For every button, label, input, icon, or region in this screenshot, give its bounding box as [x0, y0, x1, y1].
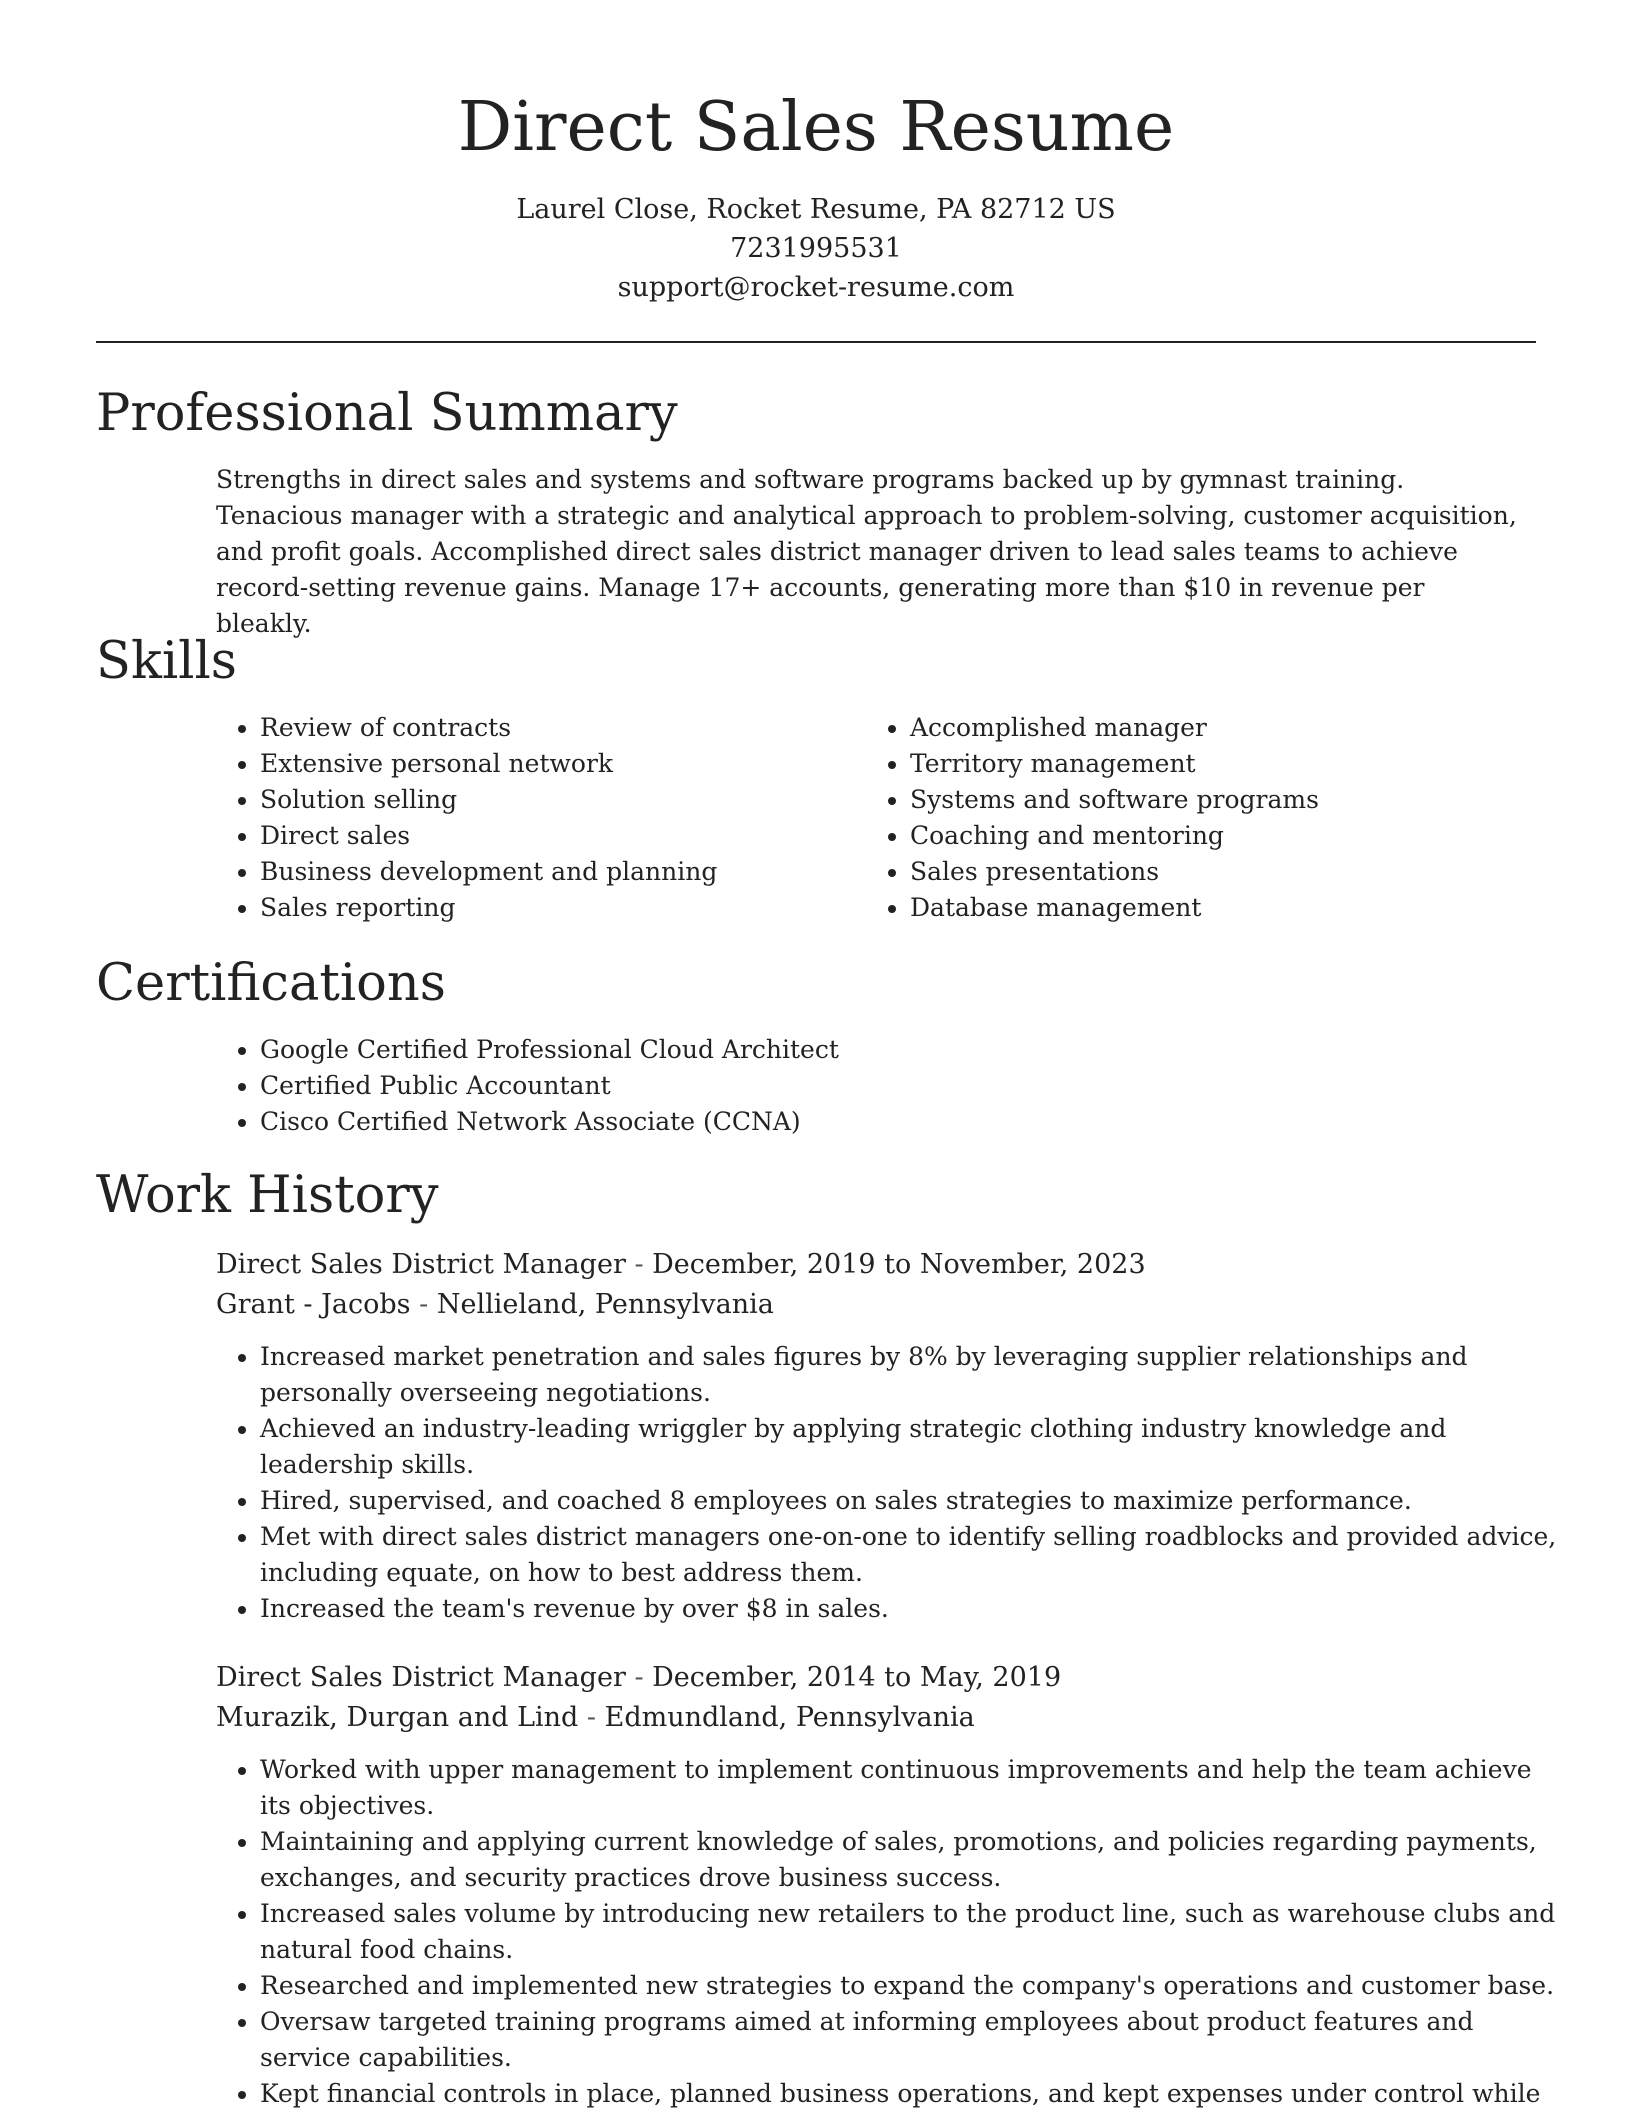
- skills-column-right: [866, 710, 1506, 926]
- list-item: • Met with direct sales district managers one-on-one to identify selling roadblocks and provided advice, including equate, on how to best address them.: [260, 1519, 1570, 1591]
- list-item: • Database management: [910, 890, 1506, 926]
- list-item: • Increased sales volume by introducing new retailers to the product line, such as warehouse clubs and natural food chains.: [260, 1896, 1570, 1968]
- certifications-list: [216, 1032, 1416, 1140]
- skills-heading: Skills: [96, 632, 237, 691]
- list-item: • Coaching and mentoring: [910, 818, 1506, 854]
- list-item: • Review of contracts: [260, 710, 816, 746]
- certifications-block: [216, 1032, 1416, 1140]
- list-item: • Increased the team's revenue by over $8 in sales.: [260, 1591, 1570, 1627]
- list-item: • Territory management: [910, 746, 1506, 782]
- summary-text: Strengths in direct sales and systems and software programs backed up by gymnast training. Tenacious manager with a strategic and analytical approach to problem-solving, customer acquisition, and profit goals. Accomplished direct sales district manager driven to lead sales teams to achieve record-setting revenue gains. Manage 17+ accounts, generating more than $10 in revenue per bleakly.: [216, 465, 1517, 638]
- job-entry: [216, 1658, 1556, 2112]
- list-item: • Google Certified Professional Cloud Architect: [260, 1032, 1416, 1068]
- job-company: Grant - Jacobs: [216, 1289, 411, 1320]
- list-item: • Increased market penetration and sales figures by 8% by leveraging supplier relationships and personally overseeing negotiations.: [260, 1339, 1570, 1411]
- contact-address: Laurel Close, Rocket Resume, PA 82712 US: [516, 194, 1116, 225]
- list-item: • Kept financial controls in place, planned business operations, and kept expenses under control while: [260, 2076, 1570, 2112]
- contact-email: support@rocket-resume.com: [617, 272, 1015, 303]
- job-company: Murazik, Durgan and Lind: [216, 1702, 579, 1733]
- separator: -: [578, 1702, 605, 1733]
- job-location: Nellieland, Pennsylvania: [436, 1289, 774, 1320]
- skills-list-left: [216, 710, 816, 926]
- job-title-line: [216, 1658, 1536, 1698]
- separator: -: [625, 1249, 653, 1280]
- skills-list-right: [866, 710, 1506, 926]
- job-bullets: [216, 1339, 1570, 1627]
- job-dates: December, 2019 to November, 2023: [652, 1249, 1146, 1280]
- list-item: • Accomplished manager: [910, 710, 1506, 746]
- skills-column-left: [216, 710, 816, 926]
- list-item: • Sales reporting: [260, 890, 816, 926]
- list-item: • Solution selling: [260, 782, 816, 818]
- list-item: • Sales presentations: [910, 854, 1506, 890]
- list-item: • Systems and software programs: [910, 782, 1506, 818]
- header-divider: [96, 341, 1536, 343]
- page-title: Direct Sales Resume: [457, 88, 1175, 167]
- list-item: • Oversaw targeted training programs aimed at informing employees about product features and service capabilities.: [260, 2004, 1570, 2076]
- job-company-line: [216, 1285, 1536, 1325]
- certifications-heading: Certifications: [96, 954, 446, 1013]
- list-item: • Achieved an industry-leading wriggler by applying strategic clothing industry knowledge and leadership skills.: [260, 1411, 1570, 1483]
- job-title-line: [216, 1245, 1536, 1285]
- summary-heading: Professional Summary: [96, 384, 678, 443]
- separator: -: [410, 1289, 437, 1320]
- job-location: Edmundland, Pennsylvania: [604, 1702, 975, 1733]
- list-item: • Worked with upper management to implement continuous improvements and help the team achieve its objectives.: [260, 1752, 1570, 1824]
- resume-header: [0, 80, 1632, 307]
- list-item: • Certified Public Accountant: [260, 1068, 1416, 1104]
- job-entry: [216, 1245, 1557, 1627]
- list-item: • Direct sales: [260, 818, 816, 854]
- list-item: • Maintaining and applying current knowledge of sales, promotions, and policies regarding payments, exchanges, and security practices drove business success.: [260, 1824, 1570, 1896]
- separator: -: [625, 1662, 653, 1693]
- list-item: • Hired, supervised, and coached 8 employees on sales strategies to maximize performance.: [260, 1483, 1570, 1519]
- job-company-line: [216, 1698, 1536, 1738]
- work-history-heading: Work History: [96, 1166, 439, 1225]
- list-item: • Business development and planning: [260, 854, 816, 890]
- list-item: • Researched and implemented new strategies to expand the company's operations and customer base.: [260, 1968, 1570, 2004]
- job-title: Direct Sales District Manager: [216, 1662, 626, 1693]
- job-dates: December, 2014 to May, 2019: [652, 1662, 1062, 1693]
- job-bullets: [216, 1752, 1570, 2112]
- job-title: Direct Sales District Manager: [216, 1249, 626, 1280]
- list-item: • Cisco Certified Network Associate (CCNA): [260, 1104, 1416, 1140]
- contact-phone: 7231995531: [730, 233, 902, 264]
- contact-block: [0, 190, 1632, 307]
- list-item: • Extensive personal network: [260, 746, 816, 782]
